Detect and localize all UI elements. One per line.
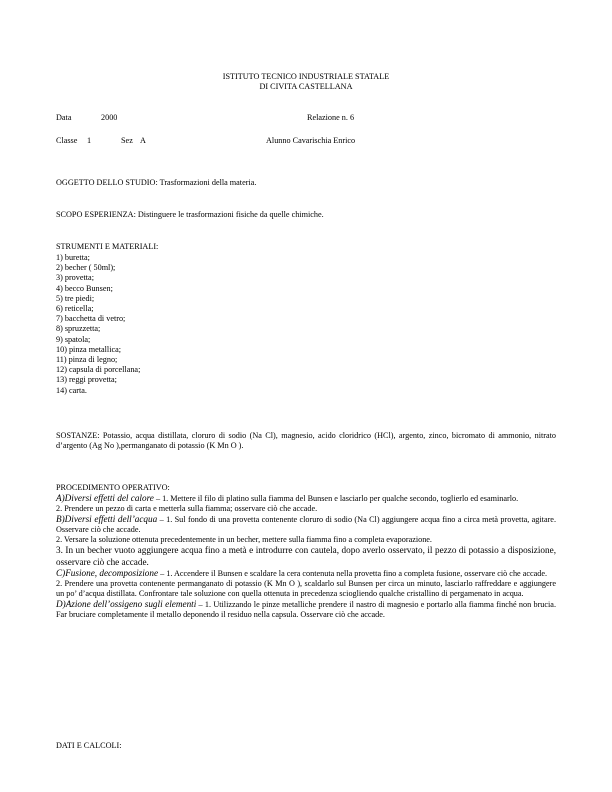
procedure-heading: PROCEDIMENTO OPERATIVO:: [56, 483, 170, 492]
school-name: ISTITUTO TECNICO INDUSTRIALE STATALE: [222, 72, 390, 81]
section-label: Sez: [121, 136, 133, 145]
list-item: 10) pinza metallica;: [56, 344, 122, 354]
substances-paragraph: SOSTANZE: Potassio, acqua distillata, cloruro di sodio (Na Cl), magnesio, acido cloridrico (HCl), argento, zinco, bicromato di ammonio, nitrato d’argento (Ag No ),permanganato di potassio (K Mn O ).: [56, 431, 556, 450]
list-item: 8) spruzzetta;: [56, 324, 101, 334]
list-item: 13) reggi provetta;: [56, 375, 117, 385]
date-value: 2000: [101, 113, 118, 122]
procedure-c1: C)Fusione, decomposizione – 1. Accendere il Bunsen e scaldare la cera contenuta nella provetta fino a completa fusione, osservare ciò che accade.: [56, 568, 548, 578]
list-item: 4) becco Bunsen;: [56, 283, 113, 293]
list-item: 6) reticella;: [56, 304, 94, 314]
experiment-scope: SCOPO ESPERIENZA: Distinguere le trasformazioni fisiche da quelle chimiche.: [56, 210, 324, 219]
list-item: 7) bacchetta di vetro;: [56, 314, 126, 324]
materials-list: [56, 253, 140, 396]
list-item: 14) carta.: [56, 385, 87, 395]
section-a-title: A)Diversi effetti del calore: [56, 493, 154, 503]
section-c-title: C)Fusione, decomposizione: [56, 568, 159, 578]
procedure-d1: D)Azione dell’ossigeno sugli elementi – 1. Utilizzando le pinze metalliche prendere il nastro di magnesio e portarlo alla fiamma finché non brucia. Far bruciare completamente il metallo deponendo il residuo nella capsula. Osservare ciò che accade.: [56, 599, 556, 619]
section-value: A: [140, 136, 146, 145]
procedure-a2: 2. Prendere un pezzo di carta e metterla sulla fiamma; osservare ciò che accade.: [56, 504, 318, 513]
materials-heading: STRUMENTI E MATERIALI:: [56, 242, 159, 251]
list-item: 5) tre piedi;: [56, 293, 95, 303]
procedure-c2: 2. Prendere una provetta contenente permanganato di potassio (K Mn O ), scaldarlo sul Bunsen per circa un minuto, lasciarlo raffreddare e aggiungere un po’ d’acqua distillata. Confrontare tale soluzione con quella ottenuta in precedenza sciogliendo qualche cristallino di pergamenato in acqua.: [56, 579, 556, 598]
list-item: 9) spatola;: [56, 334, 91, 344]
list-item: 3) provetta;: [56, 273, 94, 283]
list-item: 1) buretta;: [56, 253, 90, 262]
section-d-title: D)Azione dell’ossigeno sugli elementi: [56, 599, 197, 609]
study-subject: OGGETTO DELLO STUDIO: Trasformazioni della materia.: [56, 178, 257, 187]
data-calculations-heading: DATI E CALCOLI:: [56, 741, 122, 750]
procedure-b1: B)Diversi effetti dell’acqua – 1. Sul fondo di una provetta contenente cloruro di sodio (Na Cl) aggiungere acqua fino a circa metà provetta, agitare. Osservare ciò che accade.: [56, 514, 556, 534]
report-number: Relazione n. 6: [307, 113, 355, 122]
date-label: Data: [56, 113, 72, 122]
class-value: 1: [87, 136, 92, 145]
class-label: Classe: [56, 136, 78, 145]
procedure-b3: 3. In un becher vuoto aggiungere acqua fino a metà e introdurre con cautela, dopo averlo osservato, il pezzo di potassio a disposizione, osservare ciò che accade.: [56, 545, 556, 567]
student-name: Alunno Cavarischia Enrico: [266, 136, 356, 145]
school-city: DI CIVITA CASTELLANA: [259, 82, 353, 91]
list-item: 12) capsula di porcellana;: [56, 365, 141, 375]
procedure-b2: 2. Versare la soluzione ottenuta precedentemente in un becher, mettere sulla fiamma fino a completa evaporazione.: [56, 535, 432, 544]
list-item: 11) pinza di legno;: [56, 355, 118, 365]
procedure-a1: A)Diversi effetti del calore – 1. Mettere il filo di platino sulla fiamma del Bunsen e lasciarlo per qualche secondo, toglierlo ed esaminarlo.: [56, 493, 519, 503]
section-b-title: B)Diversi effetti dell’acqua: [56, 514, 158, 524]
list-item: 2) becher ( 50ml);: [56, 263, 116, 273]
procedure-body: [56, 493, 556, 620]
